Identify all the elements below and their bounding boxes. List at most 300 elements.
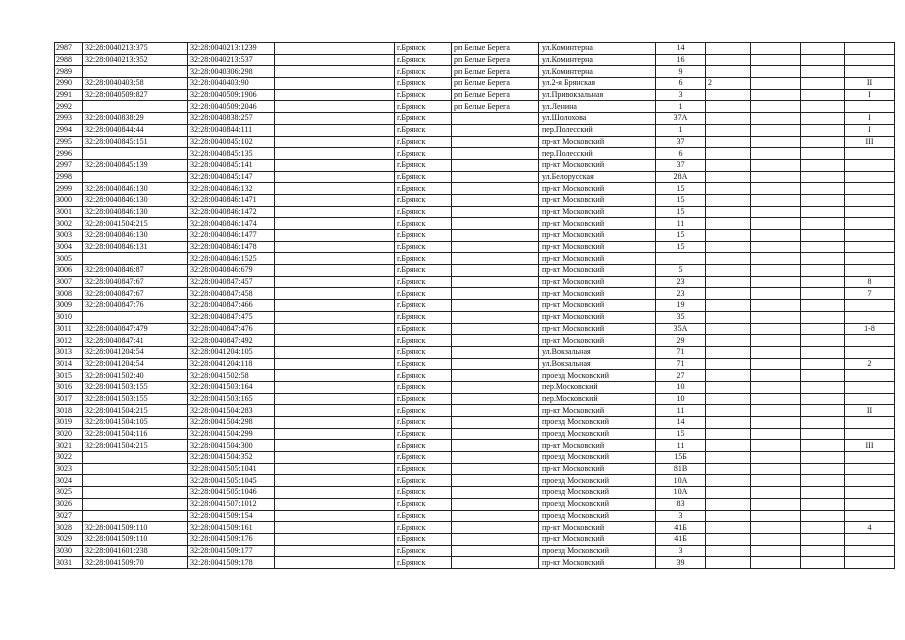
cadastral-number: [83, 452, 188, 464]
house-number: 83: [656, 498, 706, 510]
blank-cell: [275, 78, 395, 90]
row-number: 3014: [55, 358, 83, 370]
premise-cadastral-number: 32:28:0041509:177: [188, 545, 275, 557]
apartment-number: [845, 171, 895, 183]
city: г.Брянск: [395, 194, 452, 206]
street: ул.2-я Брянская: [539, 78, 656, 90]
apartment-number: [845, 101, 895, 113]
building-number: [706, 101, 751, 113]
house-number: 15: [656, 194, 706, 206]
cadastral-number: 32:28:0040403:58: [83, 78, 188, 90]
extra-cell: [751, 440, 801, 452]
table-row: [55, 276, 895, 288]
street: проезд Московский: [539, 498, 656, 510]
apartment-number: I: [845, 89, 895, 101]
cadastral-number: 32:28:0040844:44: [83, 124, 188, 136]
city: г.Брянск: [395, 300, 452, 312]
row-number: 3002: [55, 218, 83, 230]
row-number: 2987: [55, 43, 83, 55]
extra-cell-2: [801, 288, 845, 300]
apartment-number: [845, 218, 895, 230]
street: пр-кт Московский: [539, 230, 656, 242]
cadastral-number: 32:28:0041504:105: [83, 417, 188, 429]
premise-cadastral-number: 32:28:0040846:1471: [188, 194, 275, 206]
street: пр-кт Московский: [539, 311, 656, 323]
row-number: 3029: [55, 533, 83, 545]
street: пр-кт Московский: [539, 405, 656, 417]
city: г.Брянск: [395, 440, 452, 452]
extra-cell-2: [801, 557, 845, 569]
street: проезд Московский: [539, 417, 656, 429]
city: г.Брянск: [395, 533, 452, 545]
table-row: [55, 463, 895, 475]
table-row: [55, 417, 895, 429]
house-number: 10А: [656, 487, 706, 499]
blank-cell: [275, 159, 395, 171]
building-number: [706, 498, 751, 510]
building-number: [706, 265, 751, 277]
extra-cell-2: [801, 358, 845, 370]
district: [452, 253, 539, 265]
table-row: [55, 148, 895, 160]
district: рп Белые Берега: [452, 89, 539, 101]
cadastral-number: 32:28:0040509:827: [83, 89, 188, 101]
district: [452, 358, 539, 370]
cadastral-number: 32:28:0041509:70: [83, 557, 188, 569]
street: пр-кт Московский: [539, 463, 656, 475]
cadastral-number: 32:28:0041601:238: [83, 545, 188, 557]
building-number: [706, 463, 751, 475]
district: [452, 510, 539, 522]
cadastral-number: 32:28:0041503:155: [83, 393, 188, 405]
row-number: 3020: [55, 428, 83, 440]
premise-cadastral-number: 32:28:0040838:257: [188, 113, 275, 125]
building-number: [706, 335, 751, 347]
apartment-number: [845, 54, 895, 66]
city: г.Брянск: [395, 452, 452, 464]
premise-cadastral-number: 32:28:0041505:1046: [188, 487, 275, 499]
building-number: [706, 124, 751, 136]
extra-cell: [751, 498, 801, 510]
street: пр-кт Московский: [539, 218, 656, 230]
building-number: [706, 148, 751, 160]
apartment-number: 7: [845, 288, 895, 300]
cadastral-number: [83, 510, 188, 522]
row-number: 3009: [55, 300, 83, 312]
street: пр-кт Московский: [539, 136, 656, 148]
extra-cell: [751, 335, 801, 347]
street: пер.Полесский: [539, 124, 656, 136]
extra-cell: [751, 148, 801, 160]
city: г.Брянск: [395, 206, 452, 218]
apartment-number: [845, 381, 895, 393]
house-number: 23: [656, 276, 706, 288]
extra-cell: [751, 311, 801, 323]
table-row: [55, 381, 895, 393]
apartment-number: I: [845, 124, 895, 136]
table-row: [55, 113, 895, 125]
apartment-number: [845, 533, 895, 545]
district: рп Белые Берега: [452, 66, 539, 78]
building-number: [706, 428, 751, 440]
extra-cell: [751, 101, 801, 113]
apartment-number: [845, 417, 895, 429]
blank-cell: [275, 265, 395, 277]
premise-cadastral-number: 32:28:0041509:178: [188, 557, 275, 569]
row-number: 2994: [55, 124, 83, 136]
extra-cell: [751, 218, 801, 230]
table-row: [55, 440, 895, 452]
house-number: 35А: [656, 323, 706, 335]
apartment-number: [845, 253, 895, 265]
district: [452, 522, 539, 534]
row-number: 3028: [55, 522, 83, 534]
blank-cell: [275, 124, 395, 136]
table-row: [55, 54, 895, 66]
house-number: 15Б: [656, 452, 706, 464]
building-number: [706, 218, 751, 230]
district: [452, 381, 539, 393]
extra-cell: [751, 533, 801, 545]
premise-cadastral-number: 32:28:0041504:352: [188, 452, 275, 464]
row-number: 3026: [55, 498, 83, 510]
house-number: 27: [656, 370, 706, 382]
apartment-number: [845, 43, 895, 55]
district: [452, 498, 539, 510]
apartment-number: III: [845, 136, 895, 148]
district: рп Белые Берега: [452, 78, 539, 90]
table-row: [55, 230, 895, 242]
apartment-number: [845, 346, 895, 358]
extra-cell: [751, 253, 801, 265]
district: [452, 206, 539, 218]
city: г.Брянск: [395, 323, 452, 335]
building-number: [706, 300, 751, 312]
table-row: [55, 393, 895, 405]
row-number: 3008: [55, 288, 83, 300]
building-number: [706, 66, 751, 78]
house-number: 37: [656, 159, 706, 171]
extra-cell: [751, 346, 801, 358]
row-number: 3004: [55, 241, 83, 253]
premise-cadastral-number: 32:28:0040213:537: [188, 54, 275, 66]
building-number: [706, 393, 751, 405]
apartment-number: II: [845, 405, 895, 417]
extra-cell-2: [801, 183, 845, 195]
row-number: 3007: [55, 276, 83, 288]
cadastral-number: 32:28:0040846:131: [83, 241, 188, 253]
district: [452, 440, 539, 452]
table-row: [55, 78, 895, 90]
building-number: [706, 475, 751, 487]
cadastral-number: [83, 475, 188, 487]
district: рп Белые Берега: [452, 101, 539, 113]
premise-cadastral-number: 32:28:0040847:475: [188, 311, 275, 323]
row-number: 3011: [55, 323, 83, 335]
extra-cell: [751, 136, 801, 148]
apartment-number: 1-8: [845, 323, 895, 335]
street: проезд Московский: [539, 370, 656, 382]
extra-cell-2: [801, 405, 845, 417]
extra-cell-2: [801, 89, 845, 101]
district: [452, 323, 539, 335]
cadastral-number: 32:28:0040847:67: [83, 288, 188, 300]
row-number: 3019: [55, 417, 83, 429]
building-number: [706, 381, 751, 393]
row-number: 3016: [55, 381, 83, 393]
city: г.Брянск: [395, 241, 452, 253]
extra-cell-2: [801, 498, 845, 510]
city: г.Брянск: [395, 335, 452, 347]
building-number: [706, 159, 751, 171]
premise-cadastral-number: 32:28:0040847:458: [188, 288, 275, 300]
city: г.Брянск: [395, 265, 452, 277]
house-number: 41Б: [656, 522, 706, 534]
city: г.Брянск: [395, 463, 452, 475]
table-row: [55, 346, 895, 358]
table-row: [55, 475, 895, 487]
street: пр-кт Московский: [539, 194, 656, 206]
extra-cell: [751, 487, 801, 499]
building-number: [706, 323, 751, 335]
premise-cadastral-number: 32:28:0040846:1477: [188, 230, 275, 242]
extra-cell: [751, 230, 801, 242]
blank-cell: [275, 89, 395, 101]
city: г.Брянск: [395, 522, 452, 534]
table-row: [55, 183, 895, 195]
apartment-number: [845, 463, 895, 475]
blank-cell: [275, 54, 395, 66]
house-number: 29: [656, 335, 706, 347]
premise-cadastral-number: 32:28:0041503:165: [188, 393, 275, 405]
building-number: [706, 510, 751, 522]
extra-cell-2: [801, 545, 845, 557]
extra-cell: [751, 241, 801, 253]
cadastral-number: 32:28:0041504:215: [83, 218, 188, 230]
table-row: [55, 101, 895, 113]
extra-cell: [751, 113, 801, 125]
row-number: 2998: [55, 171, 83, 183]
city: г.Брянск: [395, 405, 452, 417]
apartment-number: [845, 183, 895, 195]
table-row: [55, 265, 895, 277]
row-number: 2993: [55, 113, 83, 125]
blank-cell: [275, 475, 395, 487]
table-row: [55, 370, 895, 382]
street: ул.Вокзальная: [539, 358, 656, 370]
street: пр-кт Московский: [539, 533, 656, 545]
street: ул.Белорусская: [539, 171, 656, 183]
city: г.Брянск: [395, 370, 452, 382]
district: [452, 475, 539, 487]
extra-cell: [751, 288, 801, 300]
cadastral-number: 32:28:0041502:40: [83, 370, 188, 382]
cadastral-number: [83, 463, 188, 475]
apartment-number: [845, 557, 895, 569]
row-number: 3030: [55, 545, 83, 557]
building-number: [706, 288, 751, 300]
house-number: 15: [656, 206, 706, 218]
premise-cadastral-number: 32:28:0041507:1012: [188, 498, 275, 510]
apartment-number: [845, 148, 895, 160]
city: г.Брянск: [395, 113, 452, 125]
apartment-number: III: [845, 440, 895, 452]
extra-cell-2: [801, 370, 845, 382]
house-number: [656, 253, 706, 265]
extra-cell-2: [801, 533, 845, 545]
cadastral-number: 32:28:0041504:215: [83, 440, 188, 452]
blank-cell: [275, 393, 395, 405]
building-number: [706, 346, 751, 358]
extra-cell-2: [801, 276, 845, 288]
apartment-number: 8: [845, 276, 895, 288]
cadastral-number: 32:28:0041503:155: [83, 381, 188, 393]
apartment-number: [845, 311, 895, 323]
extra-cell: [751, 265, 801, 277]
building-number: [706, 545, 751, 557]
district: [452, 300, 539, 312]
apartment-number: 2: [845, 358, 895, 370]
extra-cell: [751, 43, 801, 55]
row-number: 3023: [55, 463, 83, 475]
extra-cell-2: [801, 428, 845, 440]
apartment-number: [845, 498, 895, 510]
house-number: 81В: [656, 463, 706, 475]
city: г.Брянск: [395, 54, 452, 66]
city: г.Брянск: [395, 218, 452, 230]
premise-cadastral-number: 32:28:0041509:154: [188, 510, 275, 522]
row-number: 3024: [55, 475, 83, 487]
premise-cadastral-number: 32:28:0040846:679: [188, 265, 275, 277]
cadastral-number: [83, 311, 188, 323]
district: [452, 230, 539, 242]
street: пр-кт Московский: [539, 335, 656, 347]
house-number: 11: [656, 405, 706, 417]
building-number: [706, 311, 751, 323]
blank-cell: [275, 171, 395, 183]
street: ул.Коминтерна: [539, 43, 656, 55]
street: ул.Шолохова: [539, 113, 656, 125]
district: [452, 545, 539, 557]
building-number: [706, 136, 751, 148]
city: г.Брянск: [395, 545, 452, 557]
premise-cadastral-number: 32:28:0041204:105: [188, 346, 275, 358]
blank-cell: [275, 206, 395, 218]
building-number: [706, 230, 751, 242]
premise-cadastral-number: 32:28:0041504:299: [188, 428, 275, 440]
table-row: [55, 311, 895, 323]
building-number: [706, 54, 751, 66]
cadastral-number: [83, 66, 188, 78]
row-number: 3022: [55, 452, 83, 464]
extra-cell-2: [801, 206, 845, 218]
blank-cell: [275, 463, 395, 475]
table-row: [55, 557, 895, 569]
table-row: [55, 218, 895, 230]
row-number: 3003: [55, 230, 83, 242]
premise-cadastral-number: 32:28:0040213:1239: [188, 43, 275, 55]
street: ул.Ленина: [539, 101, 656, 113]
city: г.Брянск: [395, 78, 452, 90]
street: пр-кт Московский: [539, 265, 656, 277]
blank-cell: [275, 533, 395, 545]
table-row: [55, 487, 895, 499]
extra-cell-2: [801, 522, 845, 534]
apartment-number: [845, 475, 895, 487]
apartment-number: [845, 428, 895, 440]
city: г.Брянск: [395, 230, 452, 242]
city: г.Брянск: [395, 253, 452, 265]
blank-cell: [275, 288, 395, 300]
city: г.Брянск: [395, 288, 452, 300]
house-number: 5: [656, 265, 706, 277]
apartment-number: [845, 370, 895, 382]
row-number: 3010: [55, 311, 83, 323]
apartment-number: I: [845, 113, 895, 125]
row-number: 2992: [55, 101, 83, 113]
row-number: 3031: [55, 557, 83, 569]
cadastral-number: [83, 498, 188, 510]
cadastral-number: 32:28:0040846:130: [83, 194, 188, 206]
extra-cell-2: [801, 148, 845, 160]
cadastral-number: 32:28:0040846:130: [83, 206, 188, 218]
premise-cadastral-number: 32:28:0041509:161: [188, 522, 275, 534]
blank-cell: [275, 405, 395, 417]
extra-cell: [751, 276, 801, 288]
district: [452, 335, 539, 347]
premise-cadastral-number: 32:28:0040845:135: [188, 148, 275, 160]
building-number: [706, 370, 751, 382]
apartment-number: [845, 545, 895, 557]
cadastral-number: 32:28:0040845:151: [83, 136, 188, 148]
district: [452, 557, 539, 569]
district: [452, 463, 539, 475]
city: г.Брянск: [395, 393, 452, 405]
extra-cell-2: [801, 475, 845, 487]
street: пр-кт Московский: [539, 300, 656, 312]
street: пер.Московский: [539, 393, 656, 405]
extra-cell-2: [801, 510, 845, 522]
city: г.Брянск: [395, 381, 452, 393]
extra-cell: [751, 370, 801, 382]
row-number: 2990: [55, 78, 83, 90]
building-number: [706, 183, 751, 195]
city: г.Брянск: [395, 276, 452, 288]
cadastral-number: [83, 171, 188, 183]
building-number: 2: [706, 78, 751, 90]
cadastral-number: 32:28:0040846:87: [83, 265, 188, 277]
premise-cadastral-number: 32:28:0041509:176: [188, 533, 275, 545]
extra-cell-2: [801, 452, 845, 464]
table-row: [55, 43, 895, 55]
house-number: 11: [656, 440, 706, 452]
premise-cadastral-number: 32:28:0040846:132: [188, 183, 275, 195]
street: проезд Московский: [539, 452, 656, 464]
apartment-number: [845, 452, 895, 464]
cadastral-number: 32:28:0040845:139: [83, 159, 188, 171]
city: г.Брянск: [395, 487, 452, 499]
extra-cell-2: [801, 381, 845, 393]
extra-cell: [751, 452, 801, 464]
district: [452, 241, 539, 253]
extra-cell: [751, 463, 801, 475]
premise-cadastral-number: 32:28:0040844:111: [188, 124, 275, 136]
building-number: [706, 557, 751, 569]
premise-cadastral-number: 32:28:0041505:1045: [188, 475, 275, 487]
city: г.Брянск: [395, 89, 452, 101]
blank-cell: [275, 335, 395, 347]
cadastral-number: [83, 487, 188, 499]
